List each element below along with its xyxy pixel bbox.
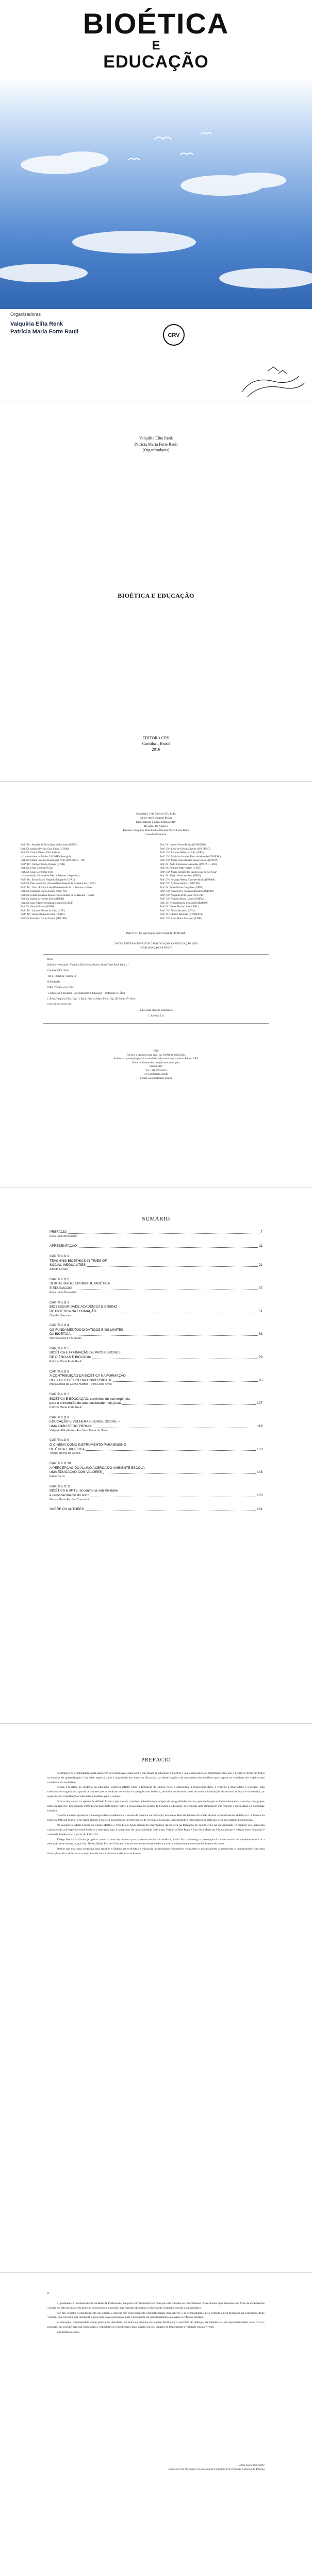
- council-member: – (Universidad Nacional de Três de Febrero – Argentina): [21, 875, 80, 877]
- cover-bottom-illustration: [0, 361, 312, 400]
- toc-leader-dots: [113, 1381, 258, 1382]
- toc-page-number: 7: [260, 1230, 262, 1234]
- toc-entry: [50, 1255, 262, 1272]
- catalog-index-title: Índice para catálogo sistemático: [139, 1009, 173, 1012]
- toc-title-continued: DO SUJEITO ÉTICO NA UNIVERSIDADE: [50, 1378, 112, 1382]
- toc-title: BIOÉTICA E EDUCAÇÃO: caminhos de convergência: [50, 1397, 130, 1401]
- toc-page-number: 11: [259, 1244, 262, 1248]
- council-member: Prof. Dr. Tadeu Oliver Gonçalves (UFPA): [160, 886, 203, 889]
- council-member: Profª. Drª. Andréia da Silva Quintanilha Sousa (UNIR): [21, 844, 77, 846]
- approval-note: Este livro foi aprovado pelo Conselho Editorial.: [126, 932, 186, 935]
- council-member: Prof. Dr. Walter Matias Lima (UFAL): [160, 906, 199, 908]
- preface-continued-page: [0, 2273, 312, 2576]
- toc-title-line: [50, 1379, 262, 1383]
- toc-title-continued: UMA ANÁLISE DO PROUNI: [50, 1425, 92, 1429]
- preface-paragraph: Claudia Sanchez apresenta a biosseguridade acadêmica e o ensino de bioética na formação, enquanto Marcelo Moreira Brandão aborda os fundamentos didáticos e os limites da bioética. Patrícia Maria Forte Rauli discute a bioética na formação de professores de ciências e biologia, evidenciando a importância da reflexão ética nas práticas pedagógicas.: [47, 1814, 265, 1822]
- preface-paragraph: Thiago Rocha da Cunha propõe o cinema como instrumento para o ensino de ética e bioética, Fábio Tacca investiga a percepção do aluno acerca do ambiente escolar e a educação com valores, e, por fim, Tereza Maria Fischer Crescenti discute o encontro entre bioética e arte, a subjetividade e o reconhecimento do outro.: [47, 1838, 265, 1846]
- toc-author: Elma Lúcia Benedetto: [50, 1234, 77, 1238]
- toc-leader-dots: [78, 1247, 258, 1248]
- catalog-card: [43, 954, 269, 1024]
- catalog-title: [0, 942, 312, 950]
- title-page: [0, 400, 312, 782]
- toc-title: BIOÉTICA E FORMAÇÃO DE PROFESSORES: [50, 1351, 121, 1355]
- catalog-line: 1. Educação 2. Bioética – aprendizagem 3. Educação – professores 4. Ética: [47, 992, 125, 995]
- cover-sky-illustration: [0, 77, 312, 314]
- council-member: Prof. Dr. Rodrigo Pratte-Santos (UFES): [160, 867, 201, 870]
- toc-page-number: 161: [257, 1507, 262, 1512]
- signature-role: Professora do Mestrado em Bioética da Pontifícia Universidade Católica do Paraná: [168, 2468, 265, 2471]
- toc-title-line: [50, 1351, 262, 1355]
- council-member: Profª. Drª. Maria Cristina dos Santos Bezerra (UFSCar): [160, 871, 218, 874]
- footer-line: Todos os direitos desta edição reservados pela:: [132, 1061, 180, 1064]
- council-member: Profª. Drª. Virgínia Marta Castro (UNIFAL): [160, 898, 205, 901]
- toc-entry: [50, 1393, 262, 1410]
- copyright-line: Editor-chefe: Railson Moura: [139, 816, 173, 820]
- copyright-page: [0, 782, 312, 1188]
- preface-paragraph: Parafraseio os organizadores pela nascerem de responsáveis mas com o que falam de educação e bioética e que é necessário ou importante para que o debate se firme em todos os espaços de aprendizagem. Um saber especializado e organizado em torno da discussão, da identificação e do tratamento dos conflitos que surgem no cotidiano dos sujeitos que convivem em sociedade.: [47, 1772, 265, 1784]
- toc-page-number: 63: [258, 1332, 262, 1336]
- toc-page-number: 119: [257, 1425, 262, 1429]
- toc-title-continued: E EDUCAÇÃO: [50, 1286, 72, 1291]
- council-member: Profª. Drª. Maria Lília Imbiriba Sousa Colares (UFOPA): [160, 859, 218, 862]
- toc-title: TEACHING BIOETHICS IN TIMES OF: [50, 1259, 107, 1263]
- toc-entry: [50, 1230, 262, 1239]
- toc-title-line: [50, 1328, 262, 1333]
- cover-organizers: [10, 320, 78, 336]
- copyright-line: Copyright © da Editora CRV Ltda.: [136, 812, 176, 816]
- council-member: Prof. Dr. Paulo Romualdo Hernandes (UNIFAL – MG): [160, 863, 217, 866]
- council-member: Profª. Drª. Carmen Tereza Velanga (UNIR): [21, 863, 65, 866]
- catalog-line: Curitiba: CRV, 2016.: [47, 970, 70, 972]
- council-member: Prof. Dr. João Adalberto Campato Junior (UNESP): [21, 902, 74, 905]
- catalog-index: 1. Bioética 174: [148, 1015, 164, 1018]
- toc-entry: [50, 1244, 262, 1249]
- toc-title-continued: UMA EDUCAÇÃO COM VALORES: [50, 1470, 102, 1475]
- council-member: Prof. Dr. Francisco Carlos Duarte (PUC-PR): [21, 917, 67, 920]
- copyright-line: Diagramação e Capa: Editora CRV: [136, 820, 176, 824]
- toc-title-line: [50, 1286, 262, 1291]
- toc-chapter-label: CAPÍTULO 9: [50, 1438, 69, 1443]
- toc-title-line: [50, 1374, 262, 1379]
- council-member: Prof. Dr. Celso Conti (UFSCar): [21, 867, 54, 870]
- preface-paragraph: e igualmente o reconhecimento da Rede de Professores, da qual o envolvimento fez com que este trabalho se concretizasse. As reflexões aqui presentes são fruto de experiências vividas em sala de aula e em projetos de pesquisa e extensão, que buscam aproximar a bioética do cotidiano escolar e universitário.: [47, 2302, 265, 2310]
- council-member: Profª. Drª. Maria de Lourdes Pinto de Almeida (UNOESC): [160, 855, 221, 858]
- catalog-code: B615: [47, 958, 53, 961]
- toc-title-line: [50, 1448, 262, 1452]
- copyright-line: Revisão: Os Autores: [144, 824, 168, 828]
- footer-line: www.editoracrv.com.br: [144, 1073, 168, 1076]
- preface-body: [47, 1771, 265, 1857]
- toc-author: Valquíria Elita Renk · Ana Vera Maria da Silva: [50, 1429, 107, 1432]
- toc-author: Maria Emilia da Cunha Martins · Vera Lúcia Alves: [50, 1383, 112, 1386]
- toc-title: O CINEMA COMO INSTRUMENTO PARA ENSINO: [50, 1443, 126, 1447]
- toc-author: Thiago Rocha da Cunha: [50, 1452, 80, 1455]
- council-member: Prof. Dr. Leonel Severo Rocha (UNISINOS): [160, 844, 206, 846]
- toc-title: BIOÉTICA E ARTE: encontro da subjetividade: [50, 1489, 118, 1493]
- toc-title-continued: DE ÉTICA E BIOÉTICA: [50, 1447, 85, 1451]
- book-cover: [0, 0, 312, 400]
- council-member: Prof. Dr. Jailson Alves dos Santos (UFRJ): [21, 898, 64, 901]
- toc-page-number: 143: [257, 1470, 262, 1475]
- council-member: Prof. Dr. Carlos Federico Dominguez Avila (UNIEURO – DF): [21, 859, 86, 862]
- cover-title-block: [0, 0, 312, 82]
- council-member: Profª. Drª. Zelia Maria Sant’Ana (UNIR): [160, 917, 203, 920]
- catalog-title-line: DADOS INTERNACIONAIS DE CATALOGAÇÃO NA PUBLICAÇÃO (CIP): [114, 943, 198, 945]
- title-page-organizer-1: Valquíria Elita Renk: [139, 436, 173, 440]
- publisher-logo: [162, 324, 185, 349]
- table-of-contents: [0, 1188, 312, 1724]
- toc-title-line: [50, 1401, 262, 1406]
- toc-title-continued: DA BIOÉTICA: [50, 1332, 71, 1336]
- toc-chapter-label: CAPÍTULO 5: [50, 1346, 69, 1350]
- toc-leader-dots: [122, 1404, 256, 1405]
- toc-title-line: [50, 1230, 262, 1235]
- toc-chapter-label: CAPÍTULO 2: [50, 1277, 69, 1281]
- council-member: – (Universidade do Minho, UMINHO, Portugal): [21, 855, 71, 858]
- preface-heading: PREFÁCIO: [141, 1757, 171, 1763]
- council-member: Prof. Dr. Francisco Carlos Duarte (PUC-PR): [21, 890, 67, 893]
- toc-entry: [50, 1416, 262, 1433]
- cover-title-connector: E: [152, 39, 160, 53]
- toc-leader-dots: [86, 1450, 256, 1451]
- toc-page-number: 51: [258, 1309, 262, 1313]
- council-member: Profª. Drª. Elione Maria Nogueira Diogenes (UFAL): [21, 878, 75, 882]
- toc-title-line: [50, 1332, 262, 1337]
- catalog-line: Bibliografia: [47, 981, 60, 984]
- catalog-line: I. Renk, Valquíria Elita. Org. II. Rauli, Patrícia Maria Forte. Org. III. Título. IV. Série.: [47, 998, 136, 1001]
- cover-subtitle: EDUCAÇÃO: [103, 52, 209, 72]
- footer-line: E-mail: sac@editoracrv.com.br: [140, 1077, 172, 1080]
- toc-title-line: [50, 1244, 262, 1249]
- title-page-title: BIOÉTICA E EDUCAÇÃO: [118, 592, 194, 599]
- toc-title-line: [50, 1355, 262, 1360]
- council-member: Profª. Drª. Sydione Santos (UEPG PR): [160, 883, 200, 885]
- toc-title-line: [50, 1489, 262, 1494]
- page-number: 8: [47, 2292, 49, 2295]
- editorial-council: [21, 843, 291, 921]
- copyright-footer: [0, 1049, 312, 1080]
- preface-continued-body: [47, 2301, 265, 2335]
- footer-line: 2016: [153, 1050, 159, 1053]
- toc-author: Fábio Tacca: [50, 1475, 65, 1479]
- toc-entry: [50, 1485, 262, 1502]
- toc-title: A CONTRIBUIÇÃO DA BIOÉTICA NA FORMAÇÃO: [50, 1374, 126, 1378]
- toc-chapter-label: CAPÍTULO 10: [50, 1462, 71, 1466]
- toc-title-continued: para a construção de uma sociedade mais justa: [50, 1401, 121, 1405]
- toc-title: BIOSSEGURIDADE ACADÊMICA E ENSINO: [50, 1304, 118, 1309]
- toc-title-line: [50, 1263, 262, 1268]
- catalog-line: ISBN 978-85-444-1234-6: [47, 987, 74, 989]
- toc-title-line: [50, 1470, 262, 1475]
- toc-chapter-label: CAPÍTULO 1: [50, 1255, 69, 1259]
- cover-organizer-1: Valquíria Elita Renk: [10, 321, 63, 327]
- toc-title-line: [50, 1507, 262, 1512]
- toc-title-line: [50, 1397, 262, 1402]
- preface-paragraph: Desejo que esta obra contribua para ampliar o diálogo entre bioética e educação, estimulando educadores, estudantes e pesquisadores a assumirem o compromisso com uma formação crítica, reflexiva e comprometida com a vida em todas as suas formas.: [47, 1848, 265, 1856]
- toc-title-continued: DE CIÊNCIAS E BIOLOGIA: [50, 1355, 91, 1360]
- toc-page-number: 133: [257, 1447, 262, 1451]
- toc-leader-dots: [103, 1473, 256, 1474]
- toc-entry: [50, 1324, 262, 1341]
- toc-entry: [50, 1301, 262, 1318]
- footer-line: Editora CRV: [149, 1065, 163, 1068]
- copyright-head: [0, 812, 312, 837]
- signature-name: Elma Lúcia Benedetto: [239, 2464, 265, 2467]
- council-member: Prof. Dr. Wilson Ribeiro Lemos (UNIPAMPA): [160, 902, 208, 905]
- toc-title-line: [50, 1420, 262, 1425]
- toc-page-number: 79: [258, 1355, 262, 1360]
- toc-title: OS FUNDAMENTOS DIDÁTICOS E OS LIMITES: [50, 1328, 123, 1332]
- cover-title: BIOÉTICA: [83, 7, 229, 40]
- toc-chapter-label: CAPÍTULO 7: [50, 1393, 69, 1397]
- toc-author: Tereza Maria Fischer Crescenti: [50, 1498, 89, 1501]
- toc-title: SEXUALIDADE: ENSINO DE BIOÉTICA: [50, 1282, 110, 1286]
- toc-heading: SUMÁRIO: [142, 1216, 170, 1222]
- toc-title: SOBRE OS AUTORES: [50, 1507, 84, 1512]
- editorial-council-right: [160, 843, 291, 921]
- toc-chapter-label: CAPÍTULO 6: [50, 1369, 69, 1374]
- catalog-title-line: CATALOGAÇÃO NA FONTE: [140, 946, 172, 950]
- toc-title: A PERCEPÇÃO DO ALUNO ACERCA DO AMBIENTE ESCOLA –: [50, 1466, 147, 1470]
- council-member: Profª. Drª. Solange Helena Ximenes-Rocha (UFOPA): [160, 878, 216, 882]
- title-page-imprint: [0, 735, 312, 753]
- toc-title-continued: DE BIOÉTICA NA FORMAÇÃO: [50, 1309, 96, 1313]
- crv-logo-icon: [162, 324, 185, 346]
- copyright-line: Revisão: Valquíria Elita Renk e Patrícia Maria Forte Rauli: [123, 828, 189, 832]
- toc-chapter-label: CAPÍTULO 4: [50, 1324, 69, 1328]
- toc-page-number: 153: [257, 1493, 262, 1497]
- title-page-city: Curitiba – Brasil: [142, 741, 170, 747]
- council-member: Prof. Dr. Antônio Pereira Gaio Júnior (UFRRJ): [21, 848, 70, 851]
- preface-page: [0, 1724, 312, 2273]
- toc-page-number: 107: [257, 1401, 262, 1405]
- footer-line: Tel.: (41) 3039-6418: [145, 1069, 167, 1072]
- council-member: Prof. Dr. Cesar Gerónimo Tello: [21, 871, 53, 874]
- toc-title-line: [50, 1425, 262, 1429]
- council-member: Profª. Drª. Josane Rocha da Silva (UFMG): [21, 913, 65, 916]
- council-member: Prof. Dr. Guillermo Arias Beatón (Universidade de La Havana – Cuba): [21, 894, 94, 897]
- toc-page-number: 95: [258, 1378, 262, 1382]
- preface-paragraph: O livro inicia com o capítulo de Alfredo Lovato, que discute o ensino de bioética em tempos de desigualdades sociais, apontando que a bioética deve estar a serviço dos grupos mais vulneráveis. Em seguida, Elma Lúcia Benedetto reflete sobre a sexualidade no ensino de bioética e educação, defendendo uma abordagem que respeite a pluralidade e a dignidade humana.: [47, 1800, 265, 1812]
- cover-organizer-2: Patrícia Maria Forte Rauli: [10, 328, 79, 335]
- catalog-line: Bioética e educação / Valquíria Elita Renk, Patrícia Maria Forte Rauli (Org.). –: [47, 964, 129, 967]
- council-member: Profª. Drª. Lídia de Oliveira Xavier (UNIEURO): [160, 848, 210, 851]
- toc-title-line: [50, 1305, 262, 1310]
- editorial-council-left: [21, 843, 152, 921]
- toc-chapter-label: CAPÍTULO 11: [50, 1484, 71, 1488]
- copyright-line: Conselho Editorial:: [145, 833, 167, 836]
- toc-entry: [50, 1370, 262, 1387]
- preface-paragraph: Pensar a bioética no contexto da educação, significa refletir sobre a formação do sujeito ético, a autonomia, a responsabilidade, o respeito à diversidade e a justiça. Esta coletânea foi organizada a partir de autores que se dedicam ao ensino e à pesquisa em bioética, oriundos de diversas áreas do saber e instituições de ensino do Brasil e do exterior, os quais trazem contribuições relevantes e inéditas para o campo.: [47, 1786, 265, 1799]
- council-member: Profª. Drª. Lourdes Helena da Silva (UFV): [21, 909, 65, 912]
- toc-author: Patrícia Maria Forte Rauli: [50, 1360, 82, 1363]
- footer-line: Foi feito o depósito legal conf. Lei 10.994 de 14/12/2004: [126, 1054, 186, 1057]
- toc-author: Patrícia Maria Forte Rauli: [50, 1406, 82, 1410]
- title-page-organizers-label: (Organizadoras): [142, 448, 170, 453]
- toc-title-line: [50, 1259, 262, 1264]
- toc-author: Alfredo Lovato: [50, 1268, 68, 1272]
- toc-title: APRESENTAÇÃO: [50, 1244, 77, 1248]
- council-member: Prof. Dr. Sérgio Nunes de Jesus (IFRO): [160, 875, 201, 877]
- catalog-line: 164 p. (Bioética, Volume 3): [47, 975, 76, 978]
- council-member: Profª. Drª. Valquíria Elita Renk (PUC-PR): [160, 894, 204, 897]
- council-member: Prof. Dr. Carlos Alberto Vilar Estêvão: [21, 852, 60, 854]
- toc-page-number: 37: [258, 1286, 262, 1291]
- catalog-lines: [47, 963, 265, 1007]
- toc-title-line: [50, 1282, 262, 1286]
- toc-title-line: [50, 1310, 262, 1314]
- council-member: Prof. Dr. Élsio José Corá (Universidade Federal da Fronteira Sul, UFFS): [21, 883, 96, 885]
- toc-title-line: [50, 1494, 262, 1498]
- toc-chapter-label: CAPÍTULO 8: [50, 1415, 69, 1419]
- preface-signature: [47, 2463, 265, 2472]
- toc-entry: [50, 1462, 262, 1479]
- council-member: Profª. Drª. Tania Suely Azevedo Brasileiro (UFOPA): [160, 890, 215, 893]
- council-member: Profª. Drª. Gloria Fariñas León (Universidade de La Havana – Cuba): [21, 886, 92, 889]
- council-member: Prof. Dr. Josania Portela (UFPI): [21, 906, 54, 908]
- preface-paragraph: A educação, compreendida como prática de liberdade, encontra na bioética um campo fértil para o exercício do diálogo, da tolerância e da responsabilidade. Este livro é, portanto, um convite para que professores e estudantes se reconheçam como sujeitos éticos, capazes de transformar a realidade em que vivem.: [47, 2321, 265, 2329]
- council-member: Prof. Dr. Gilberto Bettinelli (UNIOESTE): [160, 913, 204, 916]
- toc-author: Marcelo Moreira Brandão: [50, 1337, 82, 1341]
- toc-entry: [50, 1507, 262, 1512]
- toc-title: EDUCAÇÃO E VULNERABILIDADE SOCIAL –: [50, 1420, 120, 1424]
- title-page-year: 2016: [152, 747, 160, 752]
- preface-paragraph: Por fim, registro o agradecimento aos autores e autoras que generosamente compartilharam seus saberes, e às organizadoras, pelo cuidado e pela dedicação na construção deste volume. Que a leitura seja instigante e provoque novas perguntas, pois é justamente do questionamento que nasce a reflexão bioética.: [47, 2311, 265, 2319]
- toc-leader-dots: [72, 1335, 258, 1336]
- toc-list: [50, 1230, 262, 1518]
- title-page-organizers: [0, 435, 312, 453]
- toc-author: Claudia Sanchez: [50, 1314, 71, 1317]
- toc-chapter-label: CAPÍTULO 3: [50, 1300, 69, 1304]
- toc-title: PREFÁCIO: [50, 1230, 67, 1234]
- toc-entry: [50, 1438, 262, 1456]
- council-member: Profª. Drª. Nilda Stecanela (UCS): [160, 909, 195, 912]
- preface-paragraph: Boa leitura a todos!: [57, 2330, 80, 2334]
- toc-title-line: [50, 1443, 262, 1448]
- title-page-publisher: EDITORA CRV: [142, 736, 170, 740]
- toc-leader-dots: [68, 1233, 259, 1234]
- toc-page-number: 21: [258, 1263, 262, 1267]
- toc-leader-dots: [87, 1266, 258, 1267]
- footer-line: Proibida a reprodução parcial ou total desta obra sem autorização da Editora CRV: [113, 1058, 199, 1060]
- toc-entry: [50, 1347, 262, 1364]
- title-page-organizer-2: Patrícia Maria Forte Rauli: [134, 442, 178, 447]
- svg-text:CRV: CRV: [168, 332, 180, 338]
- council-member: Profª. Drª. Lourdes Helena da Silva (UFV): [160, 852, 204, 854]
- cover-organizers-label: Organizadoras: [10, 312, 41, 317]
- toc-title-line: [50, 1466, 262, 1471]
- toc-entry: [50, 1278, 262, 1295]
- toc-title-continued: e reconhecimento do outro: [50, 1493, 90, 1497]
- preface-paragraph: Na sequência, Maria Emilia da Cunha Martins e Vera Lúcia Alves tratam da contribuição da bioética na formação do sujeito ético na universidade. O capítulo sete apresenta caminhos de convergência entre bioética e educação para a construção de uma sociedade mais justa. Valquíria Elita Renk e Ana Vera Maria da Silva analisam a relação entre educação e vulnerabilidade social a partir do PROUNI.: [47, 1824, 265, 1836]
- toc-title-continued: SOCIAL INEQUALITIES: [50, 1263, 86, 1267]
- toc-author: Elma Lúcia Benedetto: [50, 1291, 77, 1294]
- catalog-line: CDU 37.013 CDD 370: [47, 1004, 72, 1006]
